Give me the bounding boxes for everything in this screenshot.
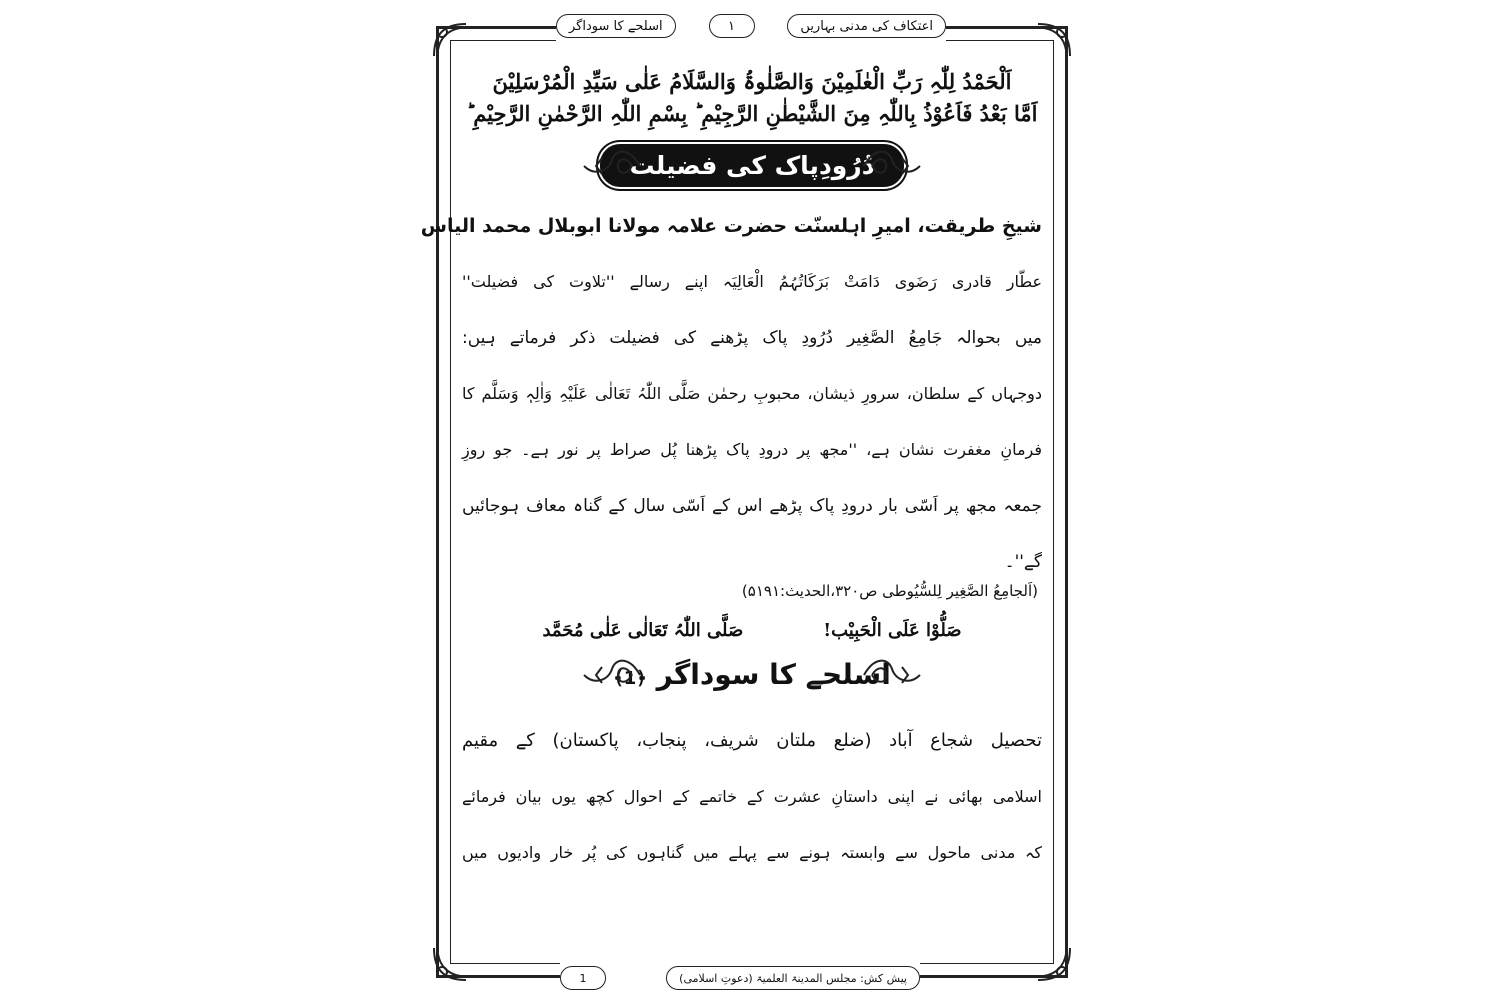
paragraph-line: اسلامی بھائی نے اپنی داستانِ عشرت کے خاتمے کے احوال کچھ یوں بیان فرمائے bbox=[462, 787, 1042, 806]
scroll-ornament-icon bbox=[582, 655, 642, 695]
paragraph-line: عطّار قادری رَضَوی دَامَتْ بَرَکَاتُہُمُ الْعَالِیَہ اپنے رسالے ''تلاوت کی فضیلت'' bbox=[462, 272, 1042, 291]
salutation-left: صَلَّی اللّٰہُ تَعَالٰی عَلٰی مُحَمَّد bbox=[542, 620, 744, 641]
durood-salutation bbox=[462, 620, 1042, 641]
running-footer bbox=[560, 962, 920, 994]
paragraph-line: گے''۔ bbox=[1004, 552, 1042, 572]
story-title-text: اسلحے کا سوداگر bbox=[656, 657, 891, 691]
section-heading-durood bbox=[582, 142, 922, 188]
scroll-ornament-icon bbox=[582, 146, 642, 186]
bismillah-line-2: اَمَّا بَعْدُ فَاَعُوْذُ بِاللّٰہِ مِنَ الشَّیْطٰنِ الرَّجِیْمِ ؕ بِسْمِ اللّٰہِ الرَّحْمٰنِ الرَّحِیْمِ ؕ bbox=[466, 101, 1038, 126]
paragraph-line: تحصیل شجاع آباد (ضلع ملتان شریف، پنجاب، پاکستان) کے مقیم bbox=[462, 730, 1042, 751]
header-book-title: اعتکاف کی مدنی بہاریں bbox=[787, 14, 946, 38]
paragraph-line: شیخِ طریقت، امیرِ اہلسنّت حضرت علامہ مولانا ابوبلال محمد الیاس bbox=[420, 215, 1042, 237]
footer-publisher: پیش کش: مجلس المدینۃ العلمیۃ (دعوتِ اسلامی) bbox=[666, 966, 920, 990]
book-page bbox=[420, 18, 1068, 985]
paragraph-line: دوجہاں کے سلطان، سرورِ ذیشان، محبوبِ رحمٰن صَلَّی اللّٰہُ تَعَالٰی عَلَیْہِ وَاٰلِہٖ وَسَلَّم کا bbox=[462, 384, 1042, 403]
paragraph-line: فرمانِ مغفرت نشان ہے، ''مجھ پر درودِ پاک پڑھنا پُل صراط پر نور ہے۔ جو روزِ bbox=[462, 440, 1042, 459]
footer-page-number: 1 bbox=[560, 966, 606, 990]
hadith-reference: (اَلجامِعُ الصَّغِیر لِلسُّیُوطی ص۳۲۰،الحدیث:۵۱۹۱) bbox=[741, 582, 1038, 600]
header-chapter-title: اسلحے کا سوداگر bbox=[556, 14, 676, 38]
corner-ornament-icon bbox=[430, 20, 470, 60]
page-content bbox=[420, 66, 1042, 948]
section-heading-story bbox=[582, 651, 922, 697]
section-title: دُرُودِپاک کی فضیلت bbox=[600, 144, 903, 187]
header-page-number: ۱ bbox=[709, 14, 755, 38]
durood-paragraph bbox=[420, 198, 1042, 590]
corner-ornament-icon bbox=[1034, 20, 1074, 60]
corner-ornament-icon bbox=[1034, 944, 1074, 984]
paragraph-line: میں بحوالہ جَامِعُ الصَّغِیر دُرُودِ پاک پڑھنے کی فضیلت ذکر فرماتے ہیں: bbox=[462, 328, 1042, 348]
running-header bbox=[556, 10, 946, 42]
story-number: ﴿1﴾ bbox=[613, 667, 647, 689]
paragraph-line: جمعہ مجھ پر اَسّی بار درودِ پاک پڑھے اس کے اَسّی سال کے گناہ معاف ہوجائیں bbox=[462, 496, 1042, 516]
story-paragraph bbox=[462, 713, 1042, 881]
scroll-ornament-icon bbox=[862, 146, 922, 186]
bismillah-line-1: اَلْحَمْدُ لِلّٰہِ رَبِّ الْعٰلَمِیْنَ وَالصَّلٰوۃُ وَالسَّلَامُ عَلٰی سَیِّدِ الْمُرْسَلِیْنَ bbox=[492, 69, 1012, 94]
salutation-right: صَلُّوْا عَلَی الْحَبِیْب! bbox=[823, 620, 962, 641]
story-number-value: 1 bbox=[623, 667, 637, 689]
paragraph-line: کہ مدنی ماحول سے وابستہ ہونے سے پہلے میں گناہوں کی پُر خار وادیوں میں bbox=[462, 843, 1042, 862]
corner-ornament-icon bbox=[430, 944, 470, 984]
scroll-ornament-icon bbox=[862, 655, 922, 695]
